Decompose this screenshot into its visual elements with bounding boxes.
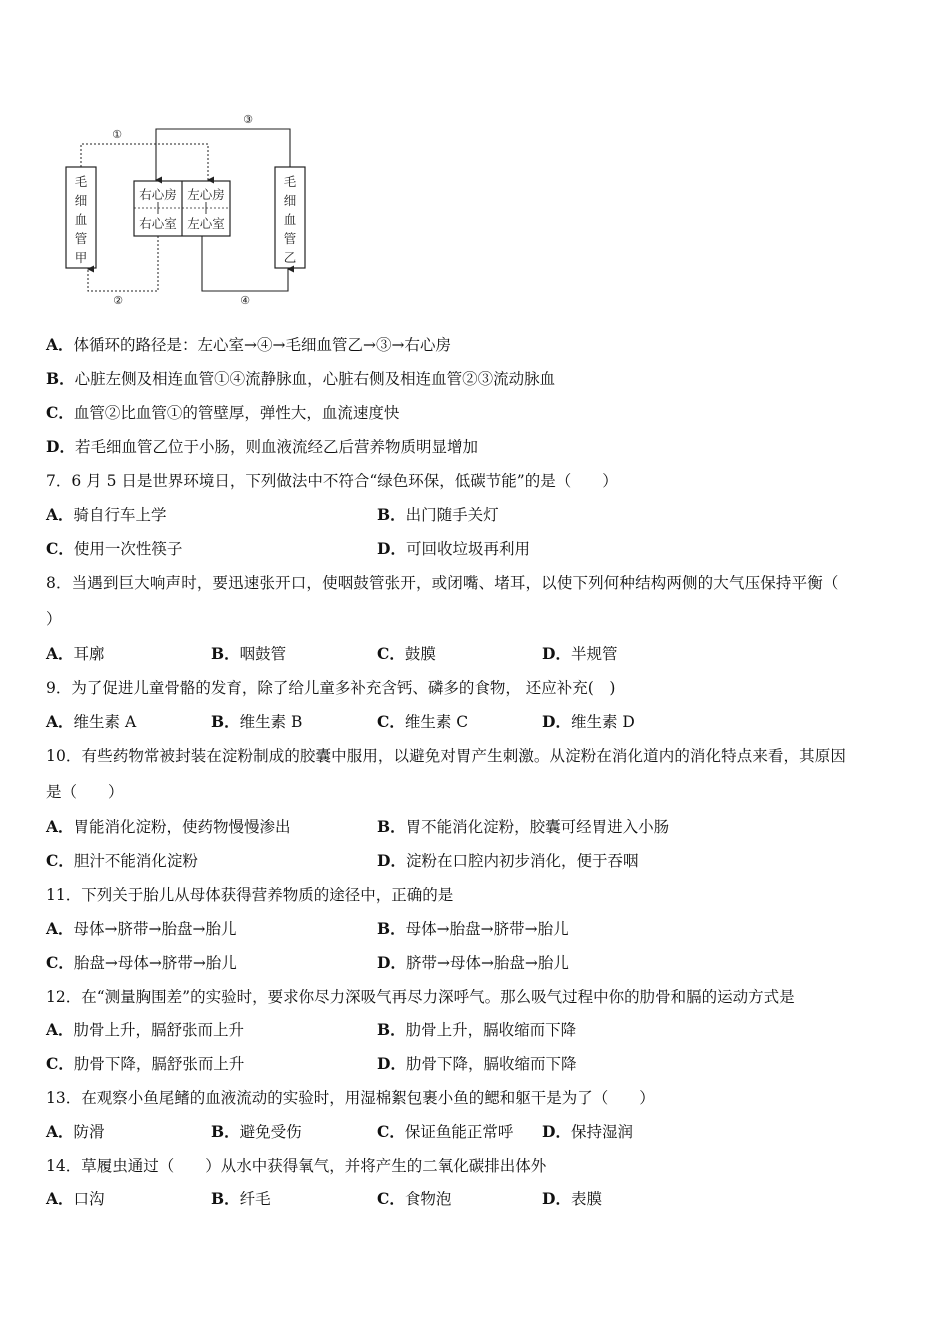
option-text: 骑自行车上学	[73, 506, 167, 524]
option-text: 母体→脐带→胎盘→胎儿	[73, 920, 237, 938]
option-text: 若毛细血管乙位于小肠，则血液流经乙后营养物质明显增加	[74, 438, 478, 456]
q10-option-d	[377, 851, 638, 871]
q7-option-a	[46, 505, 167, 525]
q7-stem: 7．6 月 5 日是世界环境日，下列做法中不符合“绿色环保，低碳节能”的是（ ）	[46, 472, 618, 490]
option-letter: D．	[377, 539, 406, 558]
q11-option-c	[46, 953, 237, 973]
option-text: 母体→胎盘→脐带→胎儿	[405, 920, 569, 938]
option-letter: A．	[46, 919, 74, 938]
q7-option-c	[46, 539, 182, 559]
q6-option-b	[46, 369, 555, 389]
circulation-diagram	[60, 108, 310, 323]
option-text: 食物泡	[404, 1190, 452, 1208]
option-letter: C．	[377, 712, 405, 731]
capillary-a-box	[66, 167, 96, 268]
option-letter: C．	[46, 539, 74, 558]
q14-option-c	[377, 1189, 451, 1209]
option-text: 淀粉在口腔内初步消化，便于吞咽	[405, 852, 639, 870]
option-text: 胆汁不能消化淀粉	[73, 852, 198, 870]
option-text: 心脏左侧及相连血管①④流静脉血，心脏右侧及相连血管②③流动脉血	[74, 370, 556, 388]
option-text: 可回收垃圾再利用	[405, 540, 530, 558]
option-text: 肋骨上升，膈收缩而下降	[405, 1021, 577, 1039]
q12-stem: 12．在“测量胸围差”的实验时，要求你尽力深吸气再尽力深呼气。那么吸气过程中你的肋骨和膈的运动方式是	[46, 988, 795, 1006]
option-letter: C．	[46, 851, 74, 870]
option-text: 维生素 A	[73, 713, 137, 731]
q9-option-b	[211, 712, 302, 732]
capillary-a-char: 管	[74, 231, 88, 246]
option-letter: A．	[46, 1189, 74, 1208]
marker-1: ①	[112, 128, 122, 141]
q13-option-a	[46, 1122, 105, 1142]
capillary-b-char: 血	[283, 212, 297, 227]
q8-stem-line2: ）	[46, 610, 62, 628]
option-letter: D．	[542, 1122, 571, 1141]
vessel-1	[81, 128, 208, 180]
option-letter: B．	[377, 817, 406, 836]
q7-option-d	[377, 539, 530, 559]
q10-option-c	[46, 851, 198, 871]
option-letter: C．	[46, 1054, 74, 1073]
q13-option-c	[377, 1122, 513, 1142]
option-text: 表膜	[570, 1190, 602, 1208]
marker-4: ④	[240, 294, 250, 307]
option-letter: D．	[46, 437, 75, 456]
option-letter: A．	[46, 644, 74, 663]
q11-option-b	[377, 919, 569, 939]
option-text: 耳廓	[73, 645, 105, 663]
q8-option-d	[542, 644, 617, 664]
option-letter: C．	[46, 403, 74, 422]
option-text: 避免受伤	[239, 1123, 302, 1141]
option-text: 维生素 D	[570, 713, 635, 731]
left-atrium-label: 左心房	[187, 187, 225, 202]
q13-stem: 13．在观察小鱼尾鳍的血液流动的实验时，用湿棉絮包裹小鱼的鳃和躯干是为了（ ）	[46, 1089, 655, 1107]
option-letter: D．	[377, 953, 406, 972]
option-text: 保证鱼能正常呼	[404, 1123, 514, 1141]
option-letter: A．	[46, 505, 74, 524]
option-text: 口沟	[73, 1190, 105, 1208]
option-letter: B．	[211, 644, 240, 663]
option-letter: B．	[377, 505, 406, 524]
q12-option-c	[46, 1054, 244, 1074]
option-letter: B．	[46, 369, 75, 388]
option-letter: A．	[46, 1122, 74, 1141]
capillary-b-char: 管	[283, 231, 297, 246]
q14-stem: 14．草履虫通过（ ）从水中获得氧气，并将产生的二氧化碳排出体外	[46, 1157, 547, 1175]
option-text: 胃不能消化淀粉，胶囊可经胃进入小肠	[405, 818, 670, 836]
option-text: 维生素 C	[404, 713, 469, 731]
q10-option-a	[46, 817, 291, 837]
option-letter: B．	[377, 1020, 406, 1039]
capillary-a-char: 血	[74, 212, 88, 227]
q8-option-a	[46, 644, 105, 664]
q7-option-b	[377, 505, 499, 525]
option-text: 维生素 B	[239, 713, 303, 731]
left-ventricle-label: 左心室	[187, 216, 225, 231]
q9-option-a	[46, 712, 136, 732]
q10-option-b	[377, 817, 669, 837]
option-text: 鼓膜	[404, 645, 436, 663]
option-letter: A．	[46, 712, 74, 731]
option-text: 血管②比血管①的管壁厚，弹性大，血流速度快	[73, 404, 400, 422]
q12-option-a	[46, 1020, 244, 1040]
option-letter: B．	[211, 1122, 240, 1141]
option-letter: C．	[377, 1189, 405, 1208]
option-text: 体循环的路径是：左心室→④→毛细血管乙→③→右心房	[73, 336, 451, 354]
q8-stem-line1: 8．当遇到巨大响声时，要迅速张开口，使咽鼓管张开，或闭嘴、堵耳，以使下列何种结构两侧的大气压保持平衡（	[46, 574, 839, 592]
capillary-b-char: 毛	[283, 174, 297, 189]
q6-option-c	[46, 403, 399, 423]
q11-stem: 11．下列关于胎儿从母体获得营养物质的途径中，正确的是	[46, 886, 454, 904]
capillary-b-char: 乙	[283, 250, 297, 265]
q9-option-c	[377, 712, 468, 732]
option-text: 保持湿润	[570, 1123, 633, 1141]
q12-option-d	[377, 1054, 576, 1074]
vessel-3	[156, 113, 290, 180]
q10-stem-line1: 10．有些药物常被封装在淀粉制成的胶囊中服用，以避免对胃产生刺激。从淀粉在消化道内的消化特点来看，其原因	[46, 747, 846, 765]
q8-option-b	[211, 644, 286, 664]
option-letter: B．	[377, 919, 406, 938]
capillary-a-char: 毛	[74, 174, 88, 189]
q11-option-a	[46, 919, 237, 939]
option-letter: D．	[542, 644, 571, 663]
option-text: 咽鼓管	[239, 645, 287, 663]
capillary-b-char: 细	[283, 193, 297, 208]
option-letter: C．	[46, 953, 74, 972]
option-text: 使用一次性筷子	[73, 540, 183, 558]
heart-box	[134, 181, 230, 236]
q14-option-a	[46, 1189, 105, 1209]
option-letter: A．	[46, 817, 74, 836]
option-text: 肋骨下降，膈收缩而下降	[405, 1055, 577, 1073]
q12-option-b	[377, 1020, 576, 1040]
capillary-b-box	[275, 167, 305, 268]
q11-option-d	[377, 953, 569, 973]
option-letter: C．	[377, 644, 405, 663]
q8-option-c	[377, 644, 436, 664]
option-letter: D．	[542, 712, 571, 731]
q13-option-b	[211, 1122, 302, 1142]
q6-option-a	[46, 335, 451, 355]
option-text: 半规管	[570, 645, 618, 663]
marker-3: ③	[243, 113, 253, 126]
option-text: 纤毛	[239, 1190, 271, 1208]
q9-option-d	[542, 712, 635, 732]
option-letter: D．	[377, 1054, 406, 1073]
q9-stem: 9．为了促进儿童骨骼的发育，除了给儿童多补充含钙、磷多的食物， 还应补充( )	[46, 679, 616, 697]
option-text: 胎盘→母体→脐带→胎儿	[73, 954, 237, 972]
option-letter: B．	[211, 1189, 240, 1208]
option-letter: A．	[46, 1020, 74, 1039]
capillary-a-char: 甲	[74, 250, 88, 265]
right-atrium-label: 右心房	[139, 187, 177, 202]
option-text: 肋骨下降，膈舒张而上升	[73, 1055, 245, 1073]
option-letter: D．	[377, 851, 406, 870]
right-ventricle-label: 右心室	[139, 216, 177, 231]
option-letter: A．	[46, 335, 74, 354]
q14-option-d	[542, 1189, 602, 1209]
option-text: 肋骨上升，膈舒张而上升	[73, 1021, 245, 1039]
option-text: 出门随手关灯	[405, 506, 499, 524]
capillary-a-char: 细	[74, 193, 88, 208]
option-text: 胃能消化淀粉，使药物慢慢渗出	[73, 818, 291, 836]
option-letter: B．	[211, 712, 240, 731]
option-letter: D．	[542, 1189, 571, 1208]
q14-option-b	[211, 1189, 271, 1209]
q13-option-d	[542, 1122, 633, 1142]
option-text: 脐带→母体→胎盘→胎儿	[405, 954, 569, 972]
q10-stem-line2: 是（ ）	[46, 783, 124, 801]
marker-2: ②	[113, 294, 123, 307]
vessel-2	[88, 236, 158, 307]
option-text: 防滑	[73, 1123, 105, 1141]
q6-option-d	[46, 437, 478, 457]
option-letter: C．	[377, 1122, 405, 1141]
